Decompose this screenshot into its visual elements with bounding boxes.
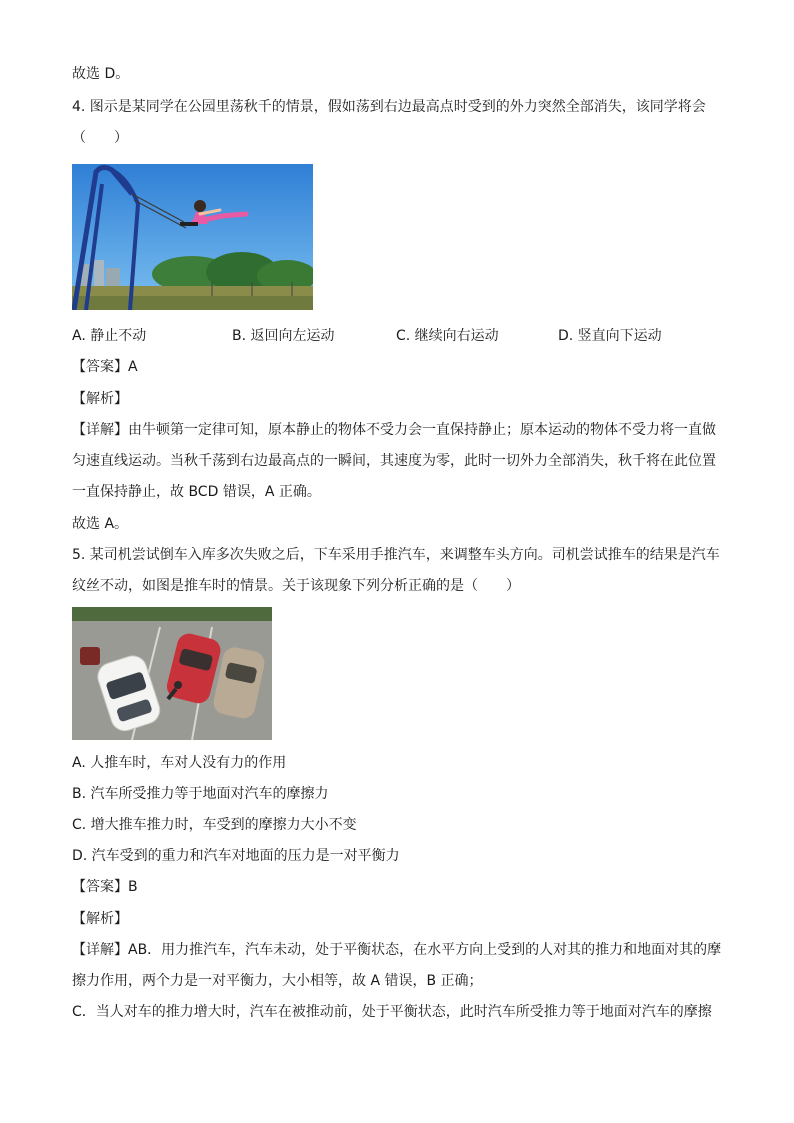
q5-detail-line1: 【详解】AB．用力推汽车，汽车未动，处于平衡状态，在水平方向上受到的人对其的推力和地面对其的摩 (72, 942, 722, 958)
q4-answer: 【答案】A (72, 359, 138, 375)
pushing-car-photo (72, 607, 272, 740)
q5-analysis-label: 【解析】 (72, 911, 128, 927)
q5-stem-line2: 纹丝不动，如图是推车时的情景。关于该现象下列分析正确的是（ ） (72, 578, 520, 594)
q4-option-d: D. 竖直向下运动 (558, 328, 662, 344)
q4-conclusion: 故选 A。 (72, 516, 129, 532)
q4-option-c: C. 继续向右运动 (396, 328, 499, 344)
q4-stem-line1: 4. 图示是某同学在公园里荡秋千的情景，假如荡到右边最高点时受到的外力突然全部消失，该同学将会 (72, 99, 706, 115)
q4-option-b: B. 返回向左运动 (232, 328, 335, 344)
q4-detail-line3: 一直保持静止，故 BCD 错误，A 正确。 (72, 484, 321, 500)
q5-option-a: A. 人推车时，车对人没有力的作用 (72, 755, 287, 771)
q4-detail-line2: 匀速直线运动。当秋千荡到右边最高点的一瞬间，其速度为零，此时一切外力全部消失，秋千将在此位置 (72, 453, 716, 469)
q5-option-c: C. 增大推车推力时，车受到的摩擦力大小不变 (72, 817, 357, 833)
q3-conclusion: 故选 D。 (72, 66, 130, 82)
q5-option-d: D. 汽车受到的重力和汽车对地面的压力是一对平衡力 (72, 848, 400, 864)
q5-stem-line1: 5. 某司机尝试倒车入库多次失败之后，下车采用手推汽车，来调整车头方向。司机尝试推车的结果是汽车 (72, 547, 720, 563)
q4-analysis-label: 【解析】 (72, 391, 128, 407)
q4-stem-line2: （ ） (72, 130, 128, 146)
q4-detail-line1: 【详解】由牛顿第一定律可知，原本静止的物体不受力会一直保持静止；原本运动的物体不受力将一直做 (72, 422, 716, 438)
q5-detail-line2: 擦力作用，两个力是一对平衡力，大小相等，故 A 错误，B 正确； (72, 973, 483, 989)
q5-answer: 【答案】B (72, 879, 138, 895)
q4-option-a: A. 静止不动 (72, 328, 147, 344)
swing-photo (72, 164, 313, 310)
q5-option-b: B. 汽车所受推力等于地面对汽车的摩擦力 (72, 786, 329, 802)
q5-detail-line3: C．当人对车的推力增大时，汽车在被推动前，处于平衡状态，此时汽车所受推力等于地面对汽车的摩擦 (72, 1004, 712, 1020)
